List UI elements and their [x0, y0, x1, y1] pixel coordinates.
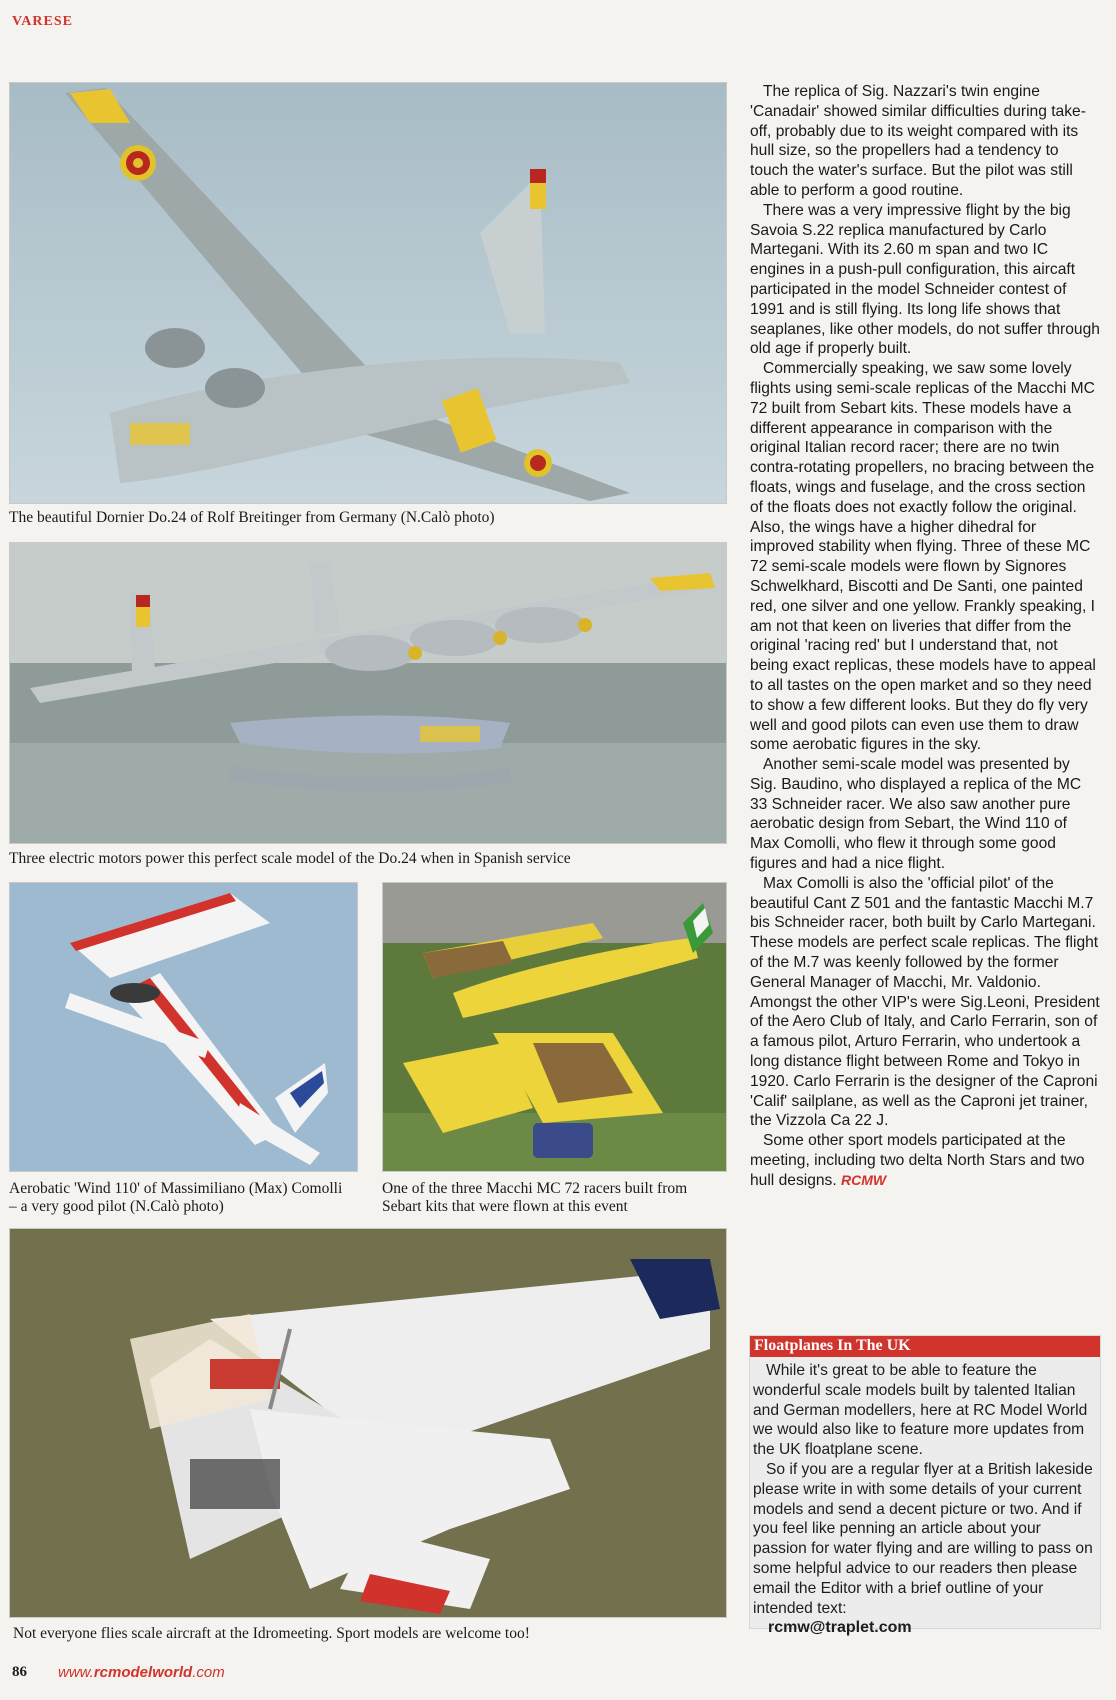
article-paragraph: Another semi-scale model was presented by Sig. Baudino, who displayed a replica of the MC 33 Schneider racer. We also saw another pure aerobatic design from Sebart, the Wind 110 of Max Comolli, who flew it through some good figures and had a nice flight. [750, 756, 1082, 873]
photo-dornier-flight [9, 82, 727, 504]
url-suffix: .com [192, 1664, 225, 1681]
caption-sport-model: Not everyone flies scale aircraft at the Idromeeting. Sport models are welcome too! [13, 1625, 530, 1642]
sidebar-paragraph: So if you are a regular flyer at a British lakeside please write in with some details of your current models and send a decent picture or two. And if you feel like penning an article about your passion for water flying and are willing to pass on some helpful advice to our readers then please email the Editor with a brief outline of your intended text: [753, 1460, 1093, 1617]
photo-sport-model [9, 1228, 727, 1618]
photo-dornier-water [9, 542, 727, 844]
caption-wind-110: Aerobatic 'Wind 110' of Massimiliano (Max) Comolli – a very good pilot (N.Calò photo) [9, 1180, 343, 1215]
section-tag: VARESE [12, 14, 73, 29]
article-paragraph: The replica of Sig. Nazzari's twin engine 'Canadair' showed similar difficulties during take-off, probably due to its weight compared with its hull size, so the propellers had a tendency to touch the water's surface. But the pilot was still able to perform a good routine. [750, 83, 1086, 199]
article-last-paragraph: Some other sport models participated at the meeting, including two delta North Stars and two hull designs. [750, 1132, 1085, 1189]
sidebar-paragraph: While it's great to be able to feature the wonderful scale models built by talented Italian and German modellers, here at RC Model World we would also like to feature more updates from the UK floatplane scene. [753, 1362, 1088, 1459]
url-prefix: www. [58, 1664, 94, 1681]
article-paragraph: Commercially speaking, we saw some lovely flights using semi-scale replicas of the Macchi MC 72 built from Sebart kits. These models have a different appearance in comparison with the original Italian record racer; there are no twin contra-rotating propellers, no bracing between the floats, wings and fuselage, and the cross section of the floats does not exactly follow the original. Also, the wings have a higher dihedral for improved stability when flying. Three of these MC 72 semi-scale models were flown by Signores Schwelkhard, Biscotti and De Santi, one painted red, one silver and one yellow. Frankly speaking, I am not that keen on liveries that differ from the original 'racing red' but I understand that, not being exact replicas, these models have to appeal to all tastes on the open market and so they need to show a few different looks. But they do fly very well and good pilots can even use them to draw some aerobatic figures in the sky. [750, 360, 1096, 754]
footer-url[interactable] [58, 1664, 225, 1681]
caption-dornier-water: Three electric motors power this perfect scale model of the Do.24 when in Spanish service [9, 850, 571, 867]
sidebar-title: Floatplanes In The UK [750, 1336, 1100, 1357]
page-number: 86 [12, 1664, 27, 1680]
article-body [750, 82, 1100, 1191]
sidebar-email-link[interactable]: rcmw@traplet.com [768, 1619, 912, 1637]
photo-macchi-mc72 [382, 882, 727, 1172]
article-paragraph [750, 1131, 1100, 1190]
sidebar-box [749, 1335, 1101, 1637]
photo-wind-110 [9, 882, 358, 1172]
article-paragraph: Max Comolli is also the 'official pilot' of the beautiful Cant Z 501 and the fantastic Macchi M.7 bis Schneider racer, both built by Carlo Martegani. These models are perfect scale replicas. The flight of the M.7 was keenly followed by the former General Manager of Macchi, Mr. Valdonio. Amongst the other VIP's were Sig.Leoni, President of the Aero Club of Italy, and Carlo Ferrarin, son of a famous pilot, Arturo Ferrarin, who undertook a long distance flight between Rome and Tokyo in 1920. Carlo Ferrarin is the designer of the Caproni 'Calif' sailplane, as well as the Caproni jet trainer, the Vizzola Ca 22 J. [750, 874, 1100, 1130]
transmitter [533, 1123, 593, 1158]
caption-macchi-mc72: One of the three Macchi MC 72 racers built from Sebart kits that were flown at this event [382, 1180, 688, 1215]
url-brand: rcmodelworld [93, 1664, 193, 1681]
article-paragraph: There was a very impressive flight by the big Savoia S.22 replica manufactured by Carlo Martegani. With its 2.60 m span and two IC engines in a push-pull configuration, this aircaft participated in the model Schneider contest of 1991 and is still flying. Its long life shows that seaplanes, like other models, do not suffer through old age if properly built. [750, 201, 1100, 358]
caption-dornier-flight: The beautiful Dornier Do.24 of Rolf Breitinger from Germany (N.Calò photo) [9, 509, 495, 526]
rcmw-signoff: RCMW [841, 1171, 887, 1188]
sidebar-body [750, 1357, 1100, 1638]
